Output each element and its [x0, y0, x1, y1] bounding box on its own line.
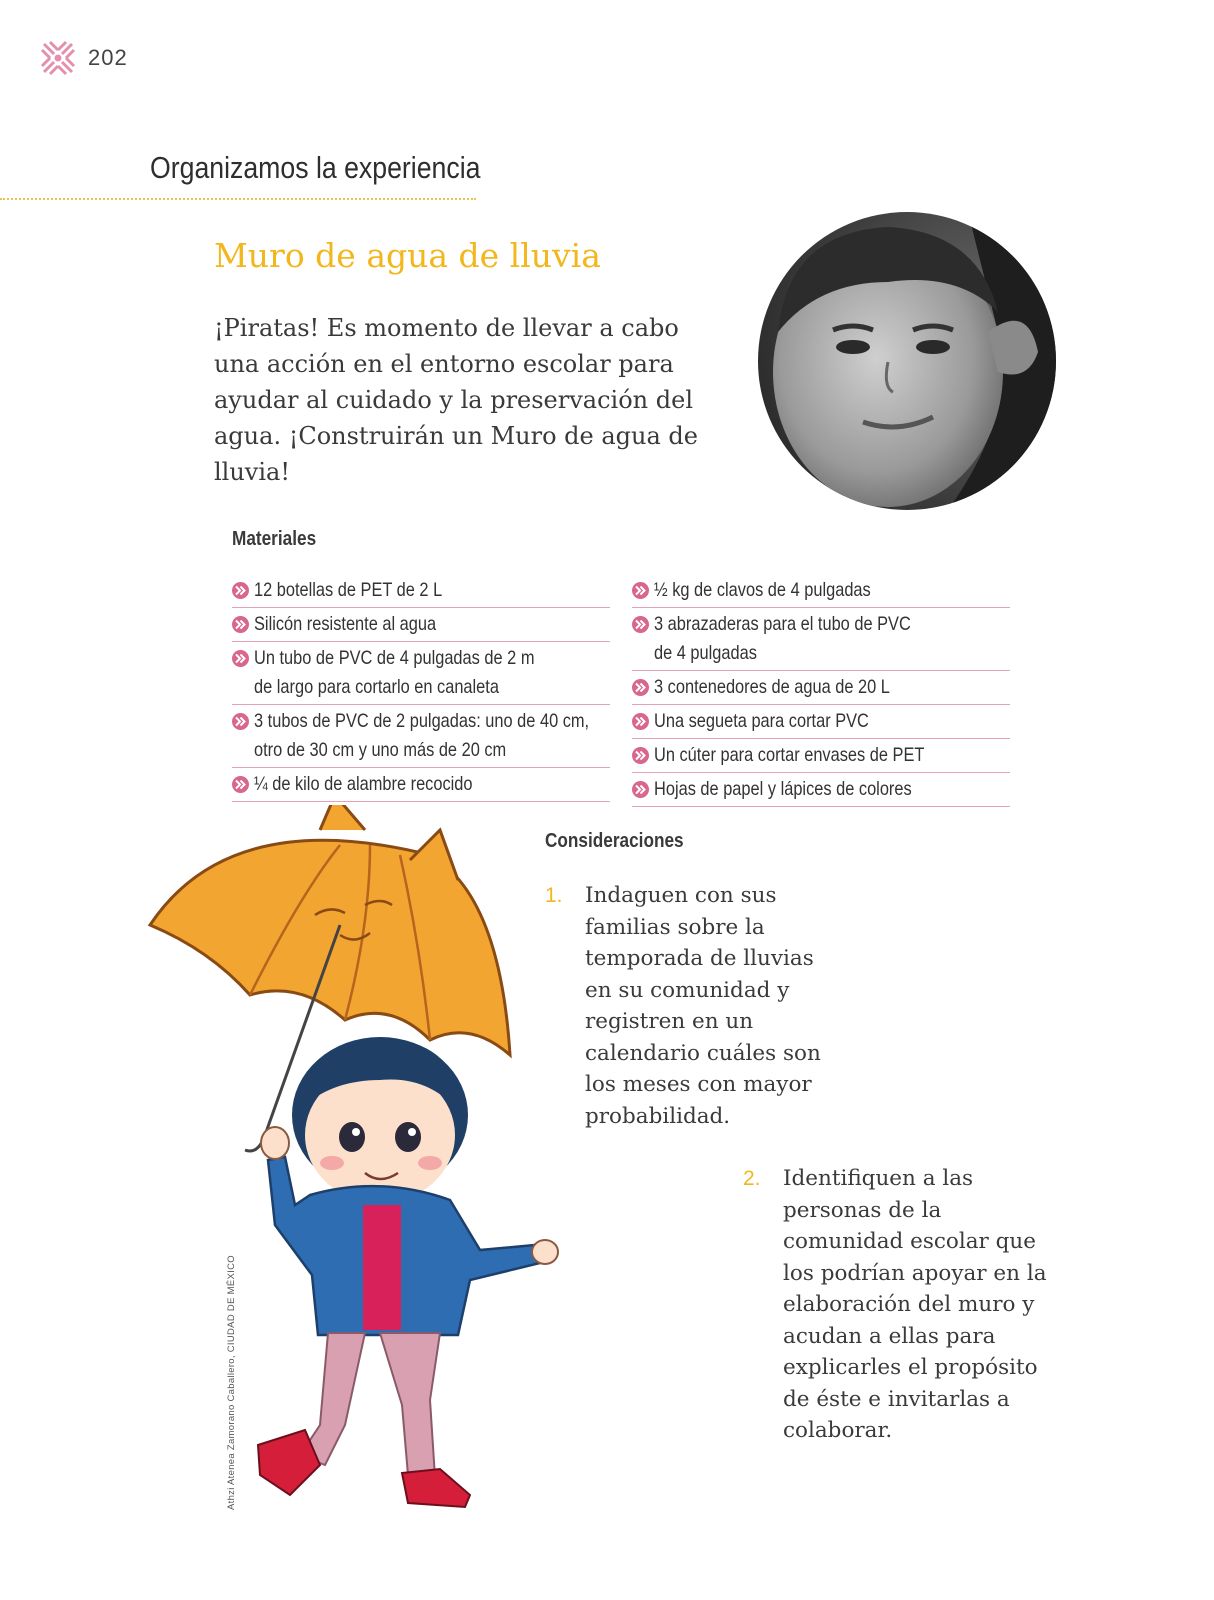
section-title: Organizamos la experiencia [150, 150, 481, 185]
material-text: otro de 30 cm y uno más de 20 cm [254, 739, 507, 761]
page-number: 202 [88, 45, 128, 70]
section-divider [0, 198, 476, 200]
consideration-number: 1. [545, 884, 563, 907]
material-item [632, 705, 1010, 739]
intro-paragraph: ¡Piratas! Es momento de llevar a cabo una acción en el entorno escolar para ayudar al cuidado y la preservación del agua. ¡Construirán un Muro de agua de lluvia! [214, 314, 698, 486]
double-chevron-bullet-icon [232, 776, 249, 793]
student-portrait-photo [758, 212, 1056, 510]
material-item [232, 642, 610, 705]
double-chevron-bullet-icon [632, 713, 649, 730]
material-text: ¼ de kilo de alambre recocido [254, 773, 473, 795]
material-text: de largo para cortarlo en canaleta [254, 676, 499, 698]
page-header [38, 38, 128, 78]
material-text: Un cúter para cortar envases de PET [654, 744, 925, 766]
consideration-text: Indaguen con sus familias sobre la temporada de lluvias en su comunidad y registren en un calendario cuáles son los meses con mayor probabilidad. [585, 883, 821, 1129]
double-chevron-bullet-icon [632, 616, 649, 633]
activity-title: Muro de agua de lluvia [214, 236, 601, 275]
umbrella-child-drawing [140, 805, 580, 1535]
material-item [632, 739, 1010, 773]
material-item [632, 773, 1010, 807]
material-text: 3 tubos de PVC de 2 pulgadas: uno de 40 cm, [254, 710, 590, 732]
material-text: Hojas de papel y lápices de colores [654, 778, 912, 800]
material-item [232, 608, 610, 642]
student-portrait-image [758, 212, 1056, 510]
consideration-item [743, 1163, 1063, 1447]
double-chevron-bullet-icon [632, 582, 649, 599]
material-item [632, 574, 1010, 608]
material-text: de 4 pulgadas [654, 642, 757, 664]
double-chevron-bullet-icon [232, 616, 249, 633]
material-text: 3 abrazaderas para el tubo de PVC [654, 613, 911, 635]
considerations-heading: Consideraciones [545, 830, 684, 852]
double-chevron-bullet-icon [232, 582, 249, 599]
material-text: 3 contenedores de agua de 20 L [654, 676, 890, 698]
double-chevron-bullet-icon [632, 781, 649, 798]
material-text: Un tubo de PVC de 4 pulgadas de 2 m [254, 647, 535, 669]
material-item [632, 671, 1010, 705]
materials-heading: Materiales [232, 528, 317, 550]
pink-star-ornament-icon [38, 38, 78, 78]
material-text: Una segueta para cortar PVC [654, 710, 869, 732]
illustration-credit: Athzi Atenea Zamorano Caballero, CIUDAD DE MÉXICO [226, 1255, 237, 1510]
double-chevron-bullet-icon [232, 713, 249, 730]
consideration-text: Identifiquen a las personas de la comunidad escolar que los podrían apoyar en la elaboración del muro y acudan a ellas para explicarles el propósito de éste e invitarlas a colaborar. [783, 1166, 1047, 1443]
consideration-number: 2. [743, 1167, 761, 1190]
material-item [232, 574, 610, 608]
child-with-umbrella-illustration [140, 805, 580, 1535]
material-text: Silicón resistente al agua [254, 613, 437, 635]
materials-list-left [232, 574, 610, 802]
double-chevron-bullet-icon [632, 679, 649, 696]
material-text: ½ kg de clavos de 4 pulgadas [654, 579, 871, 601]
double-chevron-bullet-icon [232, 650, 249, 667]
material-text: 12 botellas de PET de 2 L [254, 579, 443, 601]
material-item [232, 768, 610, 802]
material-item [232, 705, 610, 768]
consideration-item [545, 880, 835, 1132]
materials-list-right [632, 574, 1010, 807]
material-item [632, 608, 1010, 671]
double-chevron-bullet-icon [632, 747, 649, 764]
